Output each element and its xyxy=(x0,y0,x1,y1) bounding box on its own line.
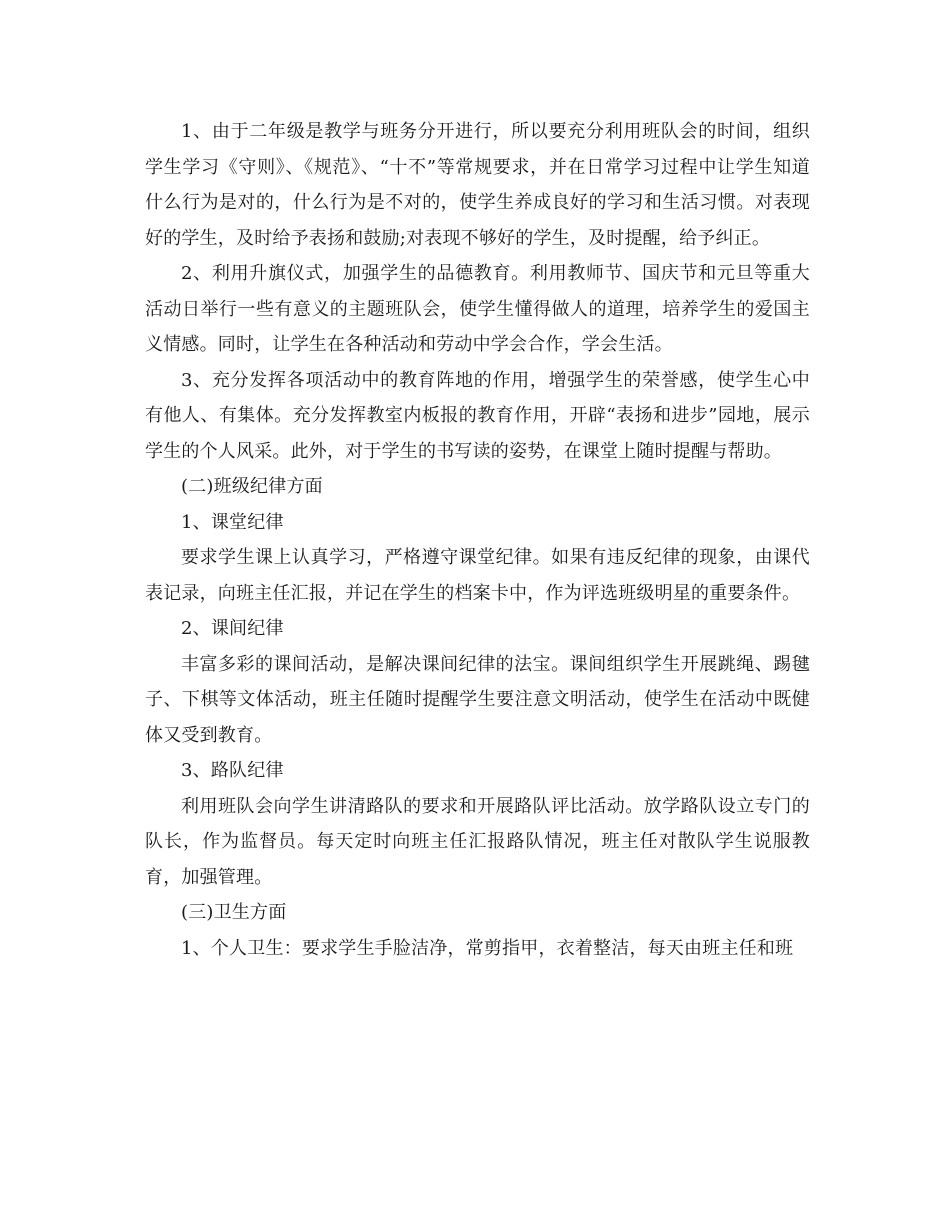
paragraph-1: 1、由于二年级是教学与班务分开进行，所以要充分利用班队会的时间，组织学生学习《守则》、《规范》、“十不”等常规要求，并在日常学习过程中让学生知道什么行为是对的，什么行为是不对的，使学生养成良好的学习和生活习惯。对表现好的学生，及时给予表扬和鼓励;对表现不够好的学生，及时提醒，给予纠正。 xyxy=(145,121,810,249)
paragraph-2: 2、利用升旗仪式，加强学生的品德教育。利用教师节、国庆节和元旦等重大活动日举行一些有意义的主题班队会，使学生懂得做人的道理，培养学生的爱国主义情感。同时，让学生在各种活动和劳动中学会合作，学会生活。 xyxy=(145,263,810,355)
paragraph-personal-hygiene: 1、个人卫生：要求学生手脸洁净，常剪指甲，衣着整洁，每天由班主任和班 xyxy=(181,937,794,959)
subheading-classroom-discipline: 1、课堂纪律 xyxy=(181,511,284,533)
section-heading-hygiene: (三)卫生方面 xyxy=(181,902,287,923)
paragraph-classroom-discipline: 要求学生课上认真学习，严格遵守课堂纪律。如果有违反纪律的现象，由课代表记录，向班主任汇报，并记在学生的档案卡中，作为评选班级明星的重要条件。 xyxy=(145,547,810,604)
document-body xyxy=(145,114,810,966)
paragraph-3: 3、充分发挥各项活动中的教育阵地的作用，增强学生的荣誉感，使学生心中有他人、有集体。充分发挥教室内板报的教育作用，开辟“表扬和进步”园地，展示学生的个人风采。此外，对于学生的书写读的姿势，在课堂上随时提醒与帮助。 xyxy=(145,369,810,462)
subheading-break-discipline: 2、课间纪律 xyxy=(181,618,284,639)
subheading-queue-discipline: 3、路队纪律 xyxy=(181,760,284,781)
section-heading-discipline: (二)班级纪律方面 xyxy=(181,476,323,497)
paragraph-break-discipline: 丰富多彩的课间活动，是解决课间纪律的法宝。课间组织学生开展跳绳、踢毽子、下棋等文体活动，班主任随时提醒学生要注意文明活动，使学生在活动中既健体又受到教育。 xyxy=(145,653,810,746)
paragraph-queue-discipline: 利用班队会向学生讲清路队的要求和开展路队评比活动。放学路队设立专门的队长，作为监督员。每天定时向班主任汇报路队情况，班主任对散队学生说服教育，加强管理。 xyxy=(145,795,810,888)
